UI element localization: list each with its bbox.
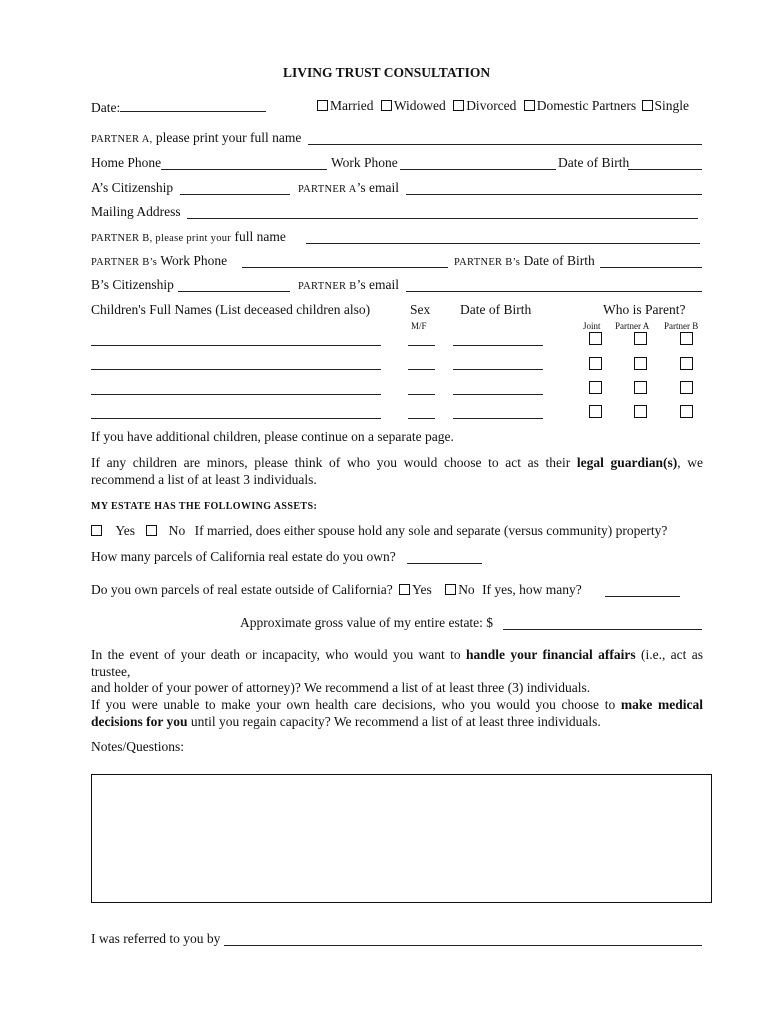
child-name-field[interactable] [91,344,381,346]
child-name-field[interactable] [91,417,381,419]
outside-no-label: No [458,582,475,597]
domestic-partners-checkbox[interactable] [524,100,535,111]
child-dob-field[interactable] [453,393,543,395]
partner-b-email-field[interactable] [406,290,702,292]
child-sex-field[interactable] [408,417,435,419]
marital-status-row [317,98,689,114]
who-is-parent-header: Who is Parent? [603,302,686,317]
medical-bold-1: make medical [620,697,703,712]
partner-b-name-label: full name [234,229,286,244]
child-sex-field[interactable] [408,344,435,346]
child-name-field[interactable] [91,393,381,395]
joint-checkbox[interactable] [589,405,602,418]
child-dob-field[interactable] [453,417,543,419]
children-names-header: Children's Full Names (List deceased children also) [91,302,371,317]
home-phone-field[interactable] [161,168,327,170]
partner-b-name-row [91,229,286,247]
child-dob-field[interactable] [453,368,543,370]
financial-line-2: and holder of your power of attorney)? We recommend a list of at least three (3) individuals. [91,680,591,695]
partner-a-email-field[interactable] [406,193,702,195]
separate-property-row [91,523,667,539]
guardian-paragraph [91,455,703,488]
guardian-post: , we [677,455,703,470]
partner-b-work-row [91,253,227,271]
b-citizenship-field[interactable] [178,290,290,292]
partner-b-dob-row [454,253,595,271]
home-phone-label: Home Phone [91,155,162,170]
outside-count-label: If yes, how many? [482,582,582,597]
financial-paragraph [91,647,703,697]
mailing-address-field[interactable] [187,217,698,219]
outside-ca-row [91,582,582,598]
partner-b-email-text: ’s email [356,277,399,292]
child-dob-header: Date of Birth [460,302,532,317]
partner-b-dob-prefix: PARTNER B’s [454,257,521,268]
referred-label: I was referred to you by [91,931,221,946]
partner-a-checkbox[interactable] [634,381,647,394]
partner-b-checkbox[interactable] [680,332,693,345]
outside-yes-checkbox[interactable] [399,584,410,595]
gross-value-field[interactable] [503,628,702,630]
child-sex-field[interactable] [408,368,435,370]
medical-bold-2: decisions for you [91,713,188,729]
date-field[interactable] [120,98,266,112]
guardian-line-1 [91,455,703,472]
joint-checkbox[interactable] [589,332,602,345]
parent-col-partner-b: Partner B [664,321,699,331]
widowed-label: Widowed [393,98,446,113]
gross-value-label: Approximate gross value of my entire estate: $ [240,615,494,630]
notes-label: Notes/Questions: [91,739,184,754]
work-phone-label: Work Phone [331,155,398,170]
domestic-partners-label: Domestic Partners [536,98,637,113]
partner-a-prefix: PARTNER A, [91,134,153,145]
medical-post: until you regain capacity? We recommend a list of at least three individuals. [190,713,601,729]
partner-b-dob-field[interactable] [600,266,702,268]
partner-b-checkbox[interactable] [680,381,693,394]
partner-b-email-prefix: PARTNER B [298,281,357,292]
partner-b-work-label: Work Phone [160,253,228,268]
medical-text: If you were unable to make your own health care decisions, who you would you choose to [91,697,616,712]
financial-bold: handle your financial affairs [466,647,636,662]
child-name-field[interactable] [91,368,381,370]
joint-checkbox[interactable] [589,357,602,370]
parent-col-joint: Joint [583,321,601,331]
married-label: Married [330,98,374,113]
referred-field[interactable] [224,944,702,946]
partner-a-dob-label: Date of Birth [558,155,630,170]
partner-b-work-field[interactable] [242,266,448,268]
separate-yes-label: Yes [115,523,136,538]
parent-col-partner-a: Partner A [615,321,650,331]
guardian-line-2: recommend a list of at least 3 individuals. [91,471,317,487]
work-phone-field[interactable] [400,168,556,170]
outside-yes-label: Yes [412,582,432,597]
partner-b-checkbox[interactable] [680,357,693,370]
separate-property-question: If married, does either spouse hold any sole and separate (versus community) property? [194,523,668,538]
partner-b-dob-label: Date of Birth [523,253,595,268]
financial-line-1 [91,647,703,680]
child-sex-field[interactable] [408,393,435,395]
additional-children-note: If you have additional children, please continue on a separate page. [91,429,454,444]
financial-text: In the event of your death or incapacity, who would you want to [91,647,461,662]
partner-a-email-prefix: PARTNER A [298,184,357,195]
separate-no-label: No [168,523,186,538]
partner-a-dob-field[interactable] [628,168,702,170]
date-row [91,98,266,116]
separate-no-checkbox[interactable] [146,525,157,536]
partner-b-prefix: PARTNER B, please print your [91,233,232,244]
financial-post: (i.e., act as trustee, [91,647,704,679]
form-title: LIVING TRUST CONSULTATION [283,65,491,80]
partner-b-email-label [298,277,399,295]
single-label: Single [654,98,690,113]
b-citizenship-label: B’s Citizenship [91,277,174,292]
divorced-checkbox[interactable] [453,100,464,111]
partner-a-email-label [298,180,399,198]
joint-checkbox[interactable] [589,381,602,394]
single-checkbox[interactable] [642,100,653,111]
mailing-address-label: Mailing Address [91,204,181,219]
married-checkbox[interactable] [317,100,328,111]
ca-parcels-field[interactable] [407,562,482,564]
date-label: Date: [91,100,121,115]
partner-b-work-prefix: PARTNER B’s [91,257,158,268]
guardian-text: If any children are minors, please think of who you would choose to act as their [91,455,571,470]
medical-line-2 [91,714,703,731]
divorced-label: Divorced [466,98,517,113]
outside-count-field[interactable] [605,595,680,597]
partner-a-name-label: please print your full name [155,130,302,145]
medical-paragraph [91,697,703,730]
sex-subheader: M/F [411,321,427,331]
guardian-bold: legal guardian(s) [576,455,678,470]
a-citizenship-field[interactable] [180,193,290,195]
partner-b-checkbox[interactable] [680,405,693,418]
ca-parcels-label: How many parcels of California real estate do you own? [91,549,396,564]
medical-line-1 [91,697,703,714]
partner-a-name-field[interactable] [308,143,702,145]
partner-a-checkbox[interactable] [634,357,647,370]
child-dob-field[interactable] [453,344,543,346]
a-citizenship-label: A’s Citizenship [91,180,174,195]
assets-heading: MY ESTATE HAS THE FOLLOWING ASSETS: [91,501,318,512]
outside-ca-question: Do you own parcels of real estate outside of California? [91,582,393,597]
outside-no-checkbox[interactable] [445,584,456,595]
sex-header: Sex [410,302,431,317]
partner-a-checkbox[interactable] [634,332,647,345]
separate-yes-checkbox[interactable] [91,525,102,536]
widowed-checkbox[interactable] [381,100,392,111]
partner-a-name-row [91,130,301,148]
partner-b-name-field[interactable] [306,242,700,244]
partner-a-email-text: ’s email [356,180,399,195]
partner-a-checkbox[interactable] [634,405,647,418]
notes-textbox[interactable] [91,774,712,903]
